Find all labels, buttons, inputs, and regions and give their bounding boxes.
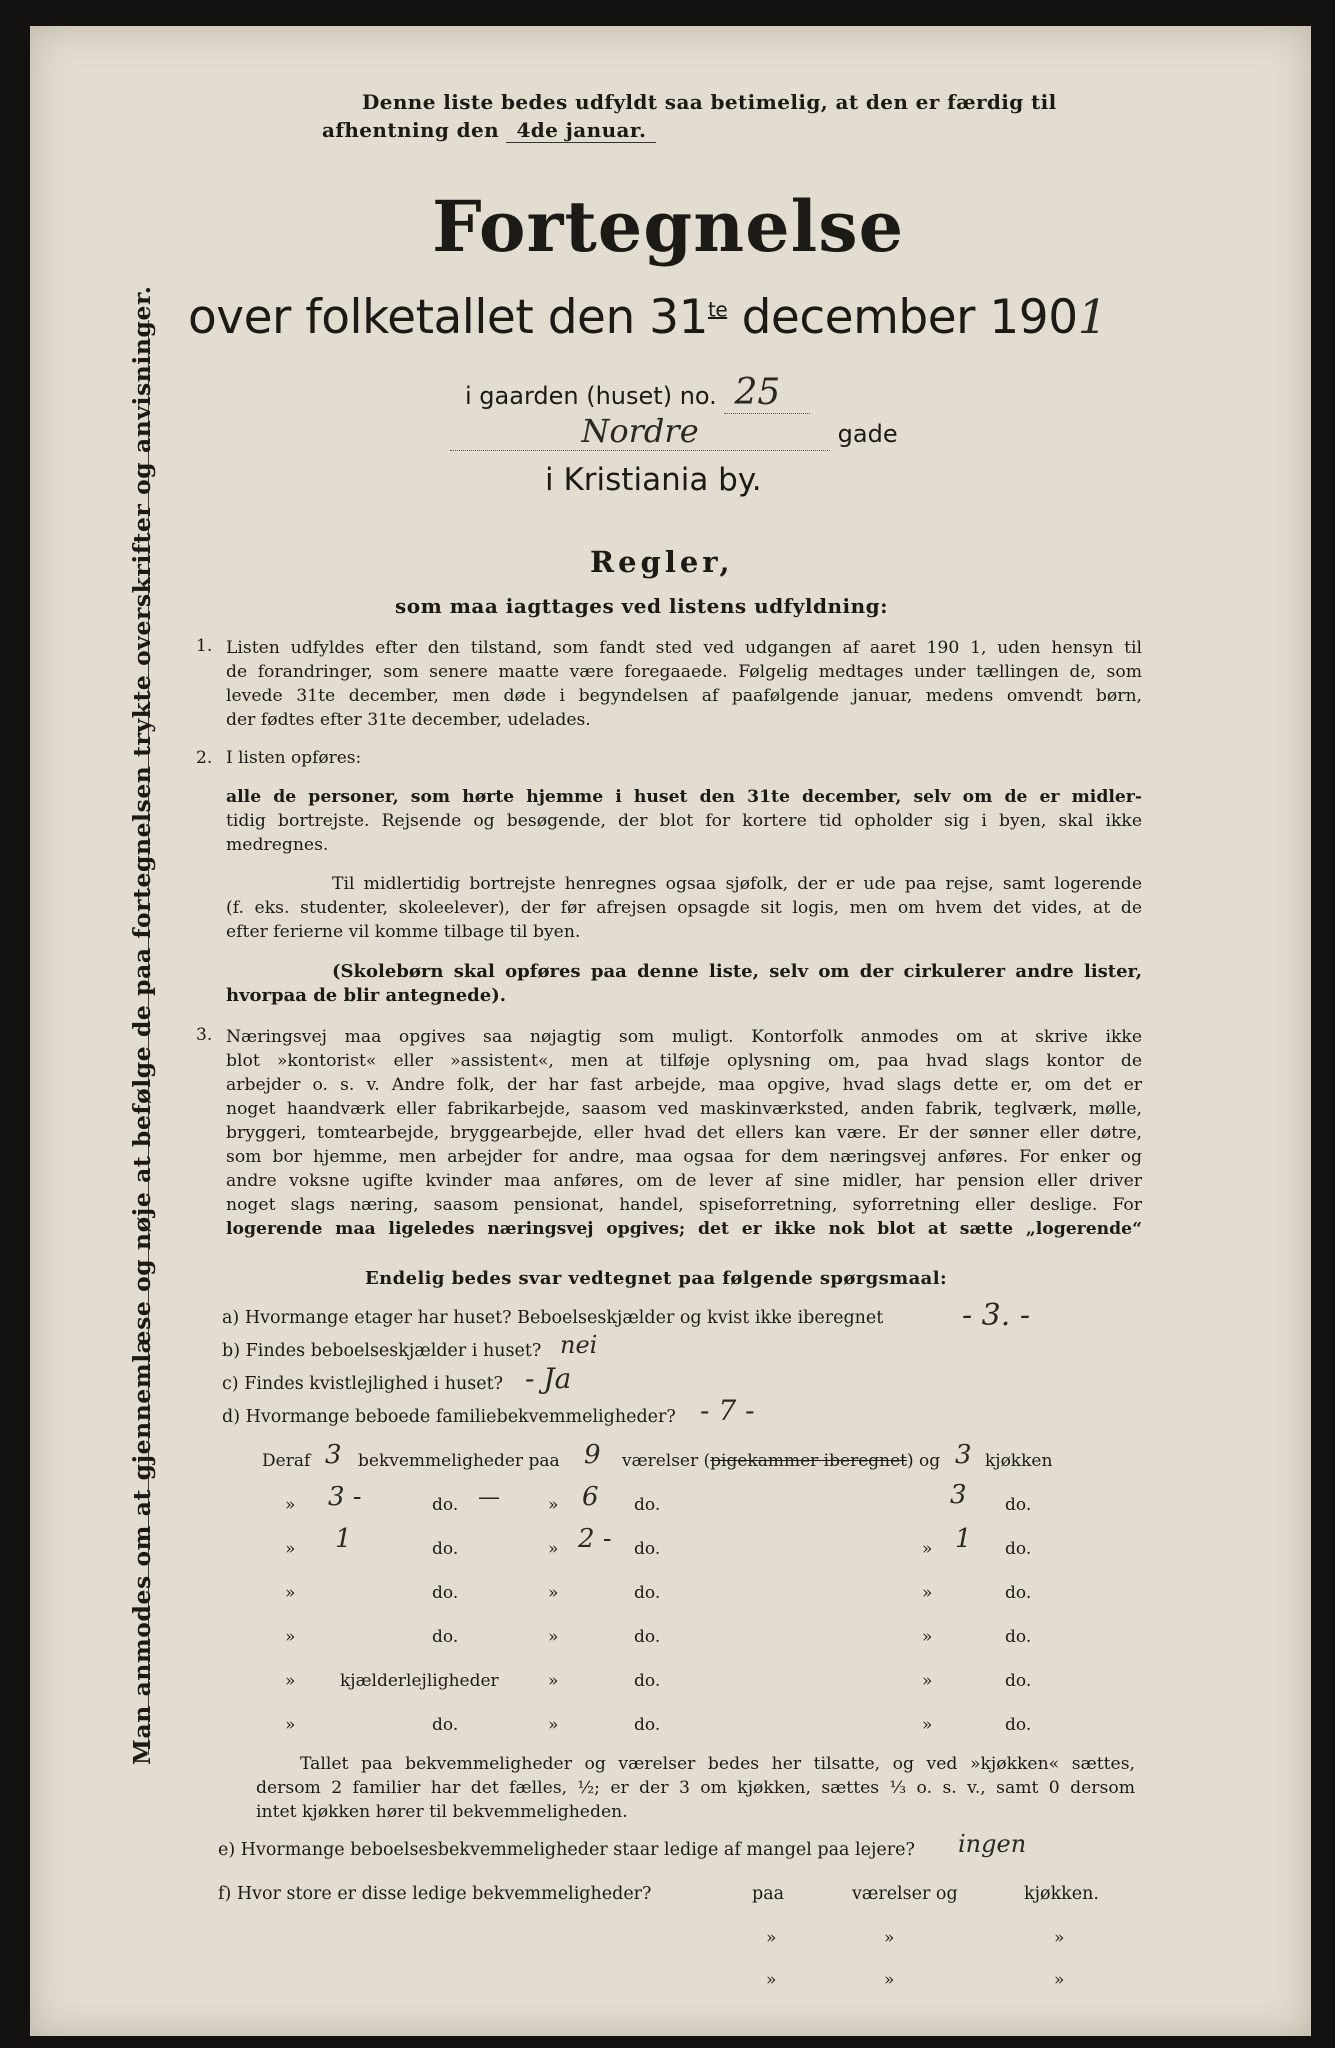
vaerelser-prefix: værelser (	[622, 1451, 711, 1471]
rule-3-line-5: bryggeri, tomtearbejde, bryggearbejde, eller hvad det ellers kan være. Er der sønner eller døtre,	[226, 1123, 1142, 1143]
row4-do-2: do.	[634, 1583, 661, 1603]
rule-3-line-2: blot »kontorist« eller »assistent«, men at tilføje oplysning om, paa hvad slags kontor de	[226, 1051, 1142, 1071]
row7-quote-3: »	[922, 1715, 933, 1735]
rule-3-line-4: noget haandværk eller fabrikarbejde, saasom ved maskinværksted, anden fabrik, teglværk, mølle,	[226, 1099, 1142, 1119]
table-col-vaerelser	[622, 1451, 940, 1471]
row3-quote: »	[285, 1539, 296, 1559]
f-row3-quote-3: »	[1054, 1970, 1065, 1990]
rule-2-para-3-line-2: hvorpaa de blir antegnede).	[226, 985, 506, 1006]
row6-quote-3: »	[922, 1671, 933, 1691]
row6-do-3: do.	[1005, 1671, 1032, 1691]
footer-line-1: Tallet paa bekvemmeligheder og værelser bedes her tilsatte, og ved »kjøkken« sættes,	[300, 1754, 1135, 1774]
rule-2-para-2-line-1: Til midlertidig bortrejste henregnes ogsaa sjøfolk, der er ude paa rejse, samt logerende	[332, 874, 1142, 894]
rule-2-line-1: alle de personer, som hørte hjemme i huset den 31te december, selv om de er midler-	[226, 787, 1142, 807]
house-line	[465, 372, 810, 413]
subline-suffix: december 190	[741, 290, 1078, 345]
table-col-bekv: bekvemmeligheder paa	[358, 1451, 560, 1471]
notice-prefix: afhentning den	[322, 118, 500, 142]
f-row3-quote-1: »	[766, 1970, 777, 1990]
f-row2-quote-3: »	[1054, 1928, 1065, 1948]
row2-vaer: 6	[582, 1482, 599, 1512]
row3-quote-3: »	[922, 1539, 933, 1559]
row4-quote: »	[285, 1583, 296, 1603]
row6-quote: »	[285, 1671, 296, 1691]
question-f: f) Hvor store er disse ledige bekvemmeligheder?	[218, 1884, 652, 1904]
answer-e: ingen	[958, 1830, 1027, 1858]
rule-2-line-2: tidig bortrejste. Rejsende og besøgende, der blot for kortere tid opholder sig i byen, skal ikke	[226, 811, 1142, 831]
row3-do-3: do.	[1005, 1539, 1032, 1559]
rule-3-line-1: Næringsvej maa opgives saa nøjagtig som muligt. Kontorfolk anmodes om at skrive ikke	[226, 1027, 1142, 1047]
rule-1-line-3: levede 31te december, men døde i begyndelsen af paafølgende januar, medens omvendt børn,	[226, 686, 1142, 706]
f-kjokken: kjøkken.	[1024, 1884, 1099, 1904]
row4-quote-3: »	[922, 1583, 933, 1603]
vaerelser-struck: pigekammer iberegnet	[710, 1451, 907, 1471]
row7-do-1: do.	[432, 1715, 459, 1735]
question-e: e) Hvormange beboelsesbekvemmeligheder staar ledige af mangel paa lejere?	[218, 1840, 915, 1860]
house-number-hand: 25	[724, 372, 810, 414]
row5-do-3: do.	[1005, 1627, 1032, 1647]
rule-1-number: 1.	[196, 636, 213, 656]
row1-kjok: 3	[955, 1440, 972, 1470]
table-deraf: Deraf	[262, 1451, 311, 1471]
row6-do-2: do.	[634, 1671, 661, 1691]
city-line: i Kristiania by.	[545, 462, 762, 498]
row1-bekv: 3	[325, 1440, 342, 1470]
rule-3-line-8: noget slags næring, saasom pensionat, handel, spiseforretning, syforretning eller deslige. For	[226, 1195, 1142, 1215]
row5-do-2: do.	[634, 1627, 661, 1647]
rule-2-para-2-line-2: (f. eks. studenter, skoleelever), der før afrejsen opsagde sit logis, men om hvem det vides, at de	[226, 898, 1142, 918]
house-label: i gaarden (huset) no.	[465, 382, 717, 410]
question-d: d) Hvormange beboede familiebekvemmeligheder?	[222, 1407, 676, 1427]
answer-c: - Ja	[525, 1362, 572, 1395]
rules-heading: Regler,	[590, 545, 734, 579]
row2-quote: »	[285, 1495, 296, 1515]
f-paa: paa	[752, 1884, 785, 1904]
row3-bekv: 1	[335, 1524, 352, 1554]
street-name-hand: Nordre	[450, 412, 830, 451]
rule-2-para-2-line-3: efter ferierne vil komme tilbage til byen.	[226, 922, 581, 942]
rules-subheading: som maa iagttages ved listens udfyldning:	[395, 594, 889, 618]
question-a: a) Hvormange etager har huset? Beboelseskjælder og kvist ikke iberegnet	[222, 1308, 884, 1328]
notice-date: 4de januar.	[506, 118, 656, 143]
row3-quote-2: »	[548, 1539, 559, 1559]
row7-do-3: do.	[1005, 1715, 1032, 1735]
rule-2-para-3-line-1: (Skolebørn skal opføres paa denne liste, selv om der cirkulerer andre lister,	[332, 961, 1142, 982]
table-col-kjokken: kjøkken	[985, 1451, 1053, 1471]
row7-quote-2: »	[548, 1715, 559, 1735]
notice-line-2	[322, 118, 656, 142]
row6-quote-2: »	[548, 1671, 559, 1691]
row5-quote-3: »	[922, 1627, 933, 1647]
row5-quote: »	[285, 1627, 296, 1647]
street-line	[450, 412, 898, 451]
rule-2-intro: I listen opføres:	[226, 748, 362, 768]
rule-3-line-6: som bor hjemme, men arbejder for andre, maa ogsaa for dem næringsvej anføres. For enker og	[226, 1147, 1142, 1167]
row2-do-2: do.	[634, 1495, 661, 1515]
answer-b: nei	[560, 1331, 598, 1359]
f-row2-quote-2: »	[884, 1928, 895, 1948]
rule-2-number: 2.	[196, 748, 213, 768]
row3-kjok: 1	[955, 1524, 972, 1554]
rule-3-number: 3.	[196, 1025, 213, 1045]
question-c: c) Findes kvistlejlighed i huset?	[222, 1374, 504, 1394]
rule-1-line-4: der fødtes efter 31te december, udelades.	[226, 710, 591, 730]
row2-bekv: 3 -	[328, 1482, 362, 1512]
street-suffix: gade	[837, 420, 898, 448]
row6-kjaelder: kjælderlejligheder	[340, 1671, 499, 1691]
rule-1-line-1: Listen udfyldes efter den tilstand, som fandt sted ved udgangen af aaret 190 1, uden hensyn til	[226, 638, 1142, 658]
subline-prefix: over folketallet den 31	[188, 290, 708, 345]
row3-vaer: 2 -	[578, 1524, 612, 1554]
row2-quote-2: »	[548, 1495, 559, 1515]
f-row3-quote-2: »	[884, 1970, 895, 1990]
title-subline	[188, 290, 1107, 345]
question-b: b) Findes beboelseskjælder i huset?	[222, 1341, 542, 1361]
row2-dash: —	[478, 1485, 500, 1510]
f-vaerelser: værelser og	[852, 1884, 958, 1904]
row5-quote-2: »	[548, 1627, 559, 1647]
subline-year-hand: 1	[1077, 290, 1108, 345]
row2-kjok: 3	[950, 1480, 967, 1510]
row3-do-2: do.	[634, 1539, 661, 1559]
row4-quote-2: »	[548, 1583, 559, 1603]
row1-vaer: 9	[584, 1440, 601, 1470]
row5-do-1: do.	[432, 1627, 459, 1647]
f-row2-quote-1: »	[766, 1928, 777, 1948]
rule-2-line-3: medregnes.	[226, 835, 329, 855]
row4-do-1: do.	[432, 1583, 459, 1603]
vaerelser-suffix: ) og	[906, 1451, 941, 1471]
page-title: Fortegnelse	[432, 185, 905, 268]
subline-superscript: te	[707, 297, 728, 322]
row3-do-1: do.	[432, 1539, 459, 1559]
rule-3-line-7: andre voksne ugifte kvinder maa anføres, om de lever af sine midler, har pension eller driver	[226, 1171, 1142, 1191]
footer-line-3: intet kjøkken hører til bekvemmeligheden.	[256, 1802, 628, 1822]
side-note: Man anmodes om at gjennemlæse og nøje at befølge de paa fortegnelsen trykte overskrifter og anvisninger.	[128, 285, 156, 1765]
row2-do-3: do.	[1005, 1495, 1032, 1515]
answer-d: - 7 -	[700, 1394, 755, 1427]
rule-3-line-9: logerende maa ligeledes næringsvej opgives; det er ikke nok blot at sætte „logerende“	[226, 1219, 1142, 1239]
rule-3-line-3: arbejder o. s. v. Andre folk, der har fast arbejde, maa opgive, hvad slags dette er, om det er	[226, 1075, 1142, 1095]
notice-line-1: Denne liste bedes udfyldt saa betimelig, at den er færdig til	[362, 90, 1057, 114]
row7-do-2: do.	[634, 1715, 661, 1735]
rule-1-line-2: de forandringer, som senere maatte være foregaaede. Følgelig medtages under tællingen de, som	[226, 662, 1142, 682]
questions-heading: Endelig bedes svar vedtegnet paa følgende spørgsmaal:	[365, 1268, 948, 1289]
answer-a: - 3. -	[962, 1298, 1030, 1333]
row2-do-1: do.	[432, 1495, 459, 1515]
footer-line-2: dersom 2 familier har det fælles, ½; er der 3 om kjøkken, sættes ⅓ o. s. v., samt 0 dersom	[256, 1778, 1135, 1798]
row4-do-3: do.	[1005, 1583, 1032, 1603]
row7-quote: »	[285, 1715, 296, 1735]
